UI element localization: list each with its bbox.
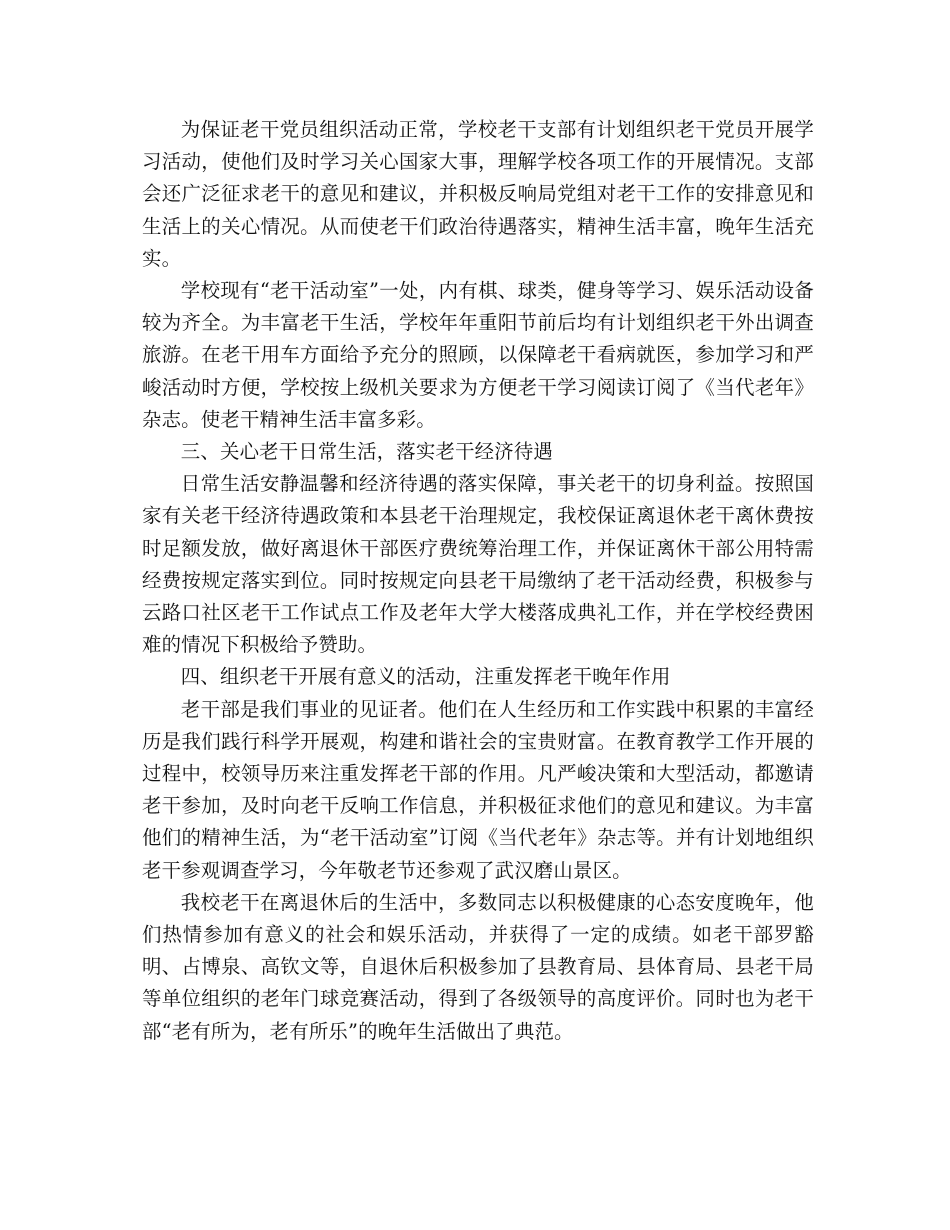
paragraph-4: 老干部是我们事业的见证者。他们在人生经历和工作实践中积累的丰富经历是我们践行科学开展观，构建和谐社会的宝贵财富。在教育教学工作开展的过程中，校领导历来注重发挥老干部的作用。凡严峻决策和大型活动，都邀请老干参加，及时向老干反响工作信息，并积极征求他们的意见和建议。为丰富他们的精神生活，为“老干活动室”订阅《当代老年》杂志等。并有计划地组织老干参观调查学习，今年敬老节还参观了武汉磨山景区。 [142,697,814,882]
paragraph-1: 为保证老干党员组织活动正常，学校老干支部有计划组织老干党员开展学习活动，使他们及时学习关心国家大事，理解学校各项工作的开展情况。支部会还广泛征求老干的意见和建议，并积极反响局党组对老干工作的安排意见和生活上的关心情况。从而使老干们政治待遇落实，精神生活丰富，晚年生活充实。 [142,118,814,270]
paragraph-3: 日常生活安静温馨和经济待遇的落实保障，事关老干的切身利益。按照国家有关老干经济待遇政策和本县老干治理规定，我校保证离退休老干离休费按时足额发放，做好离退休干部医疗费统筹治理工作，并保证离休干部公用特需经费按规定落实到位。同时按规定向县老干局缴纳了老干活动经费，积极参与云路口社区老干工作试点工作及老年大学大楼落成典礼工作，并在学校经费困难的情况下积极给予赞助。 [142,472,814,657]
section-heading-4: 四、组织老干开展有意义的活动，注重发挥老干晚年作用 [180,665,671,689]
paragraph-2: 学校现有“老干活动室”一处，内有棋、球类，健身等学习、娱乐活动设备较为齐全。为丰富老干生活，学校年年重阳节前后均有计划组织老干外出调查旅游。在老干用车方面给予充分的照顾，以保障老干看病就医，参加学习和严峻活动时方便，学校按上级机关要求为方便老干学习阅读订阅了《当代老年》杂志。使老干精神生活丰富多彩。 [142,279,814,431]
paragraph-5: 我校老干在离退休后的生活中，多数同志以积极健康的心态安度晚年，他们热情参加有意义的社会和娱乐活动，并获得了一定的成绩。如老干部罗豁明、占博泉、高钦文等，自退休后积极参加了县教育局、县体育局、县老干局等单位组织的老年门球竞赛活动，得到了各级领导的高度评价。同时也为老干部“老有所为，老有所乐”的晚年生活做出了典范。 [142,890,814,1043]
section-heading-3: 三、关心老干日常生活，落实老干经济待遇 [180,440,554,464]
document-body [142,114,814,1048]
